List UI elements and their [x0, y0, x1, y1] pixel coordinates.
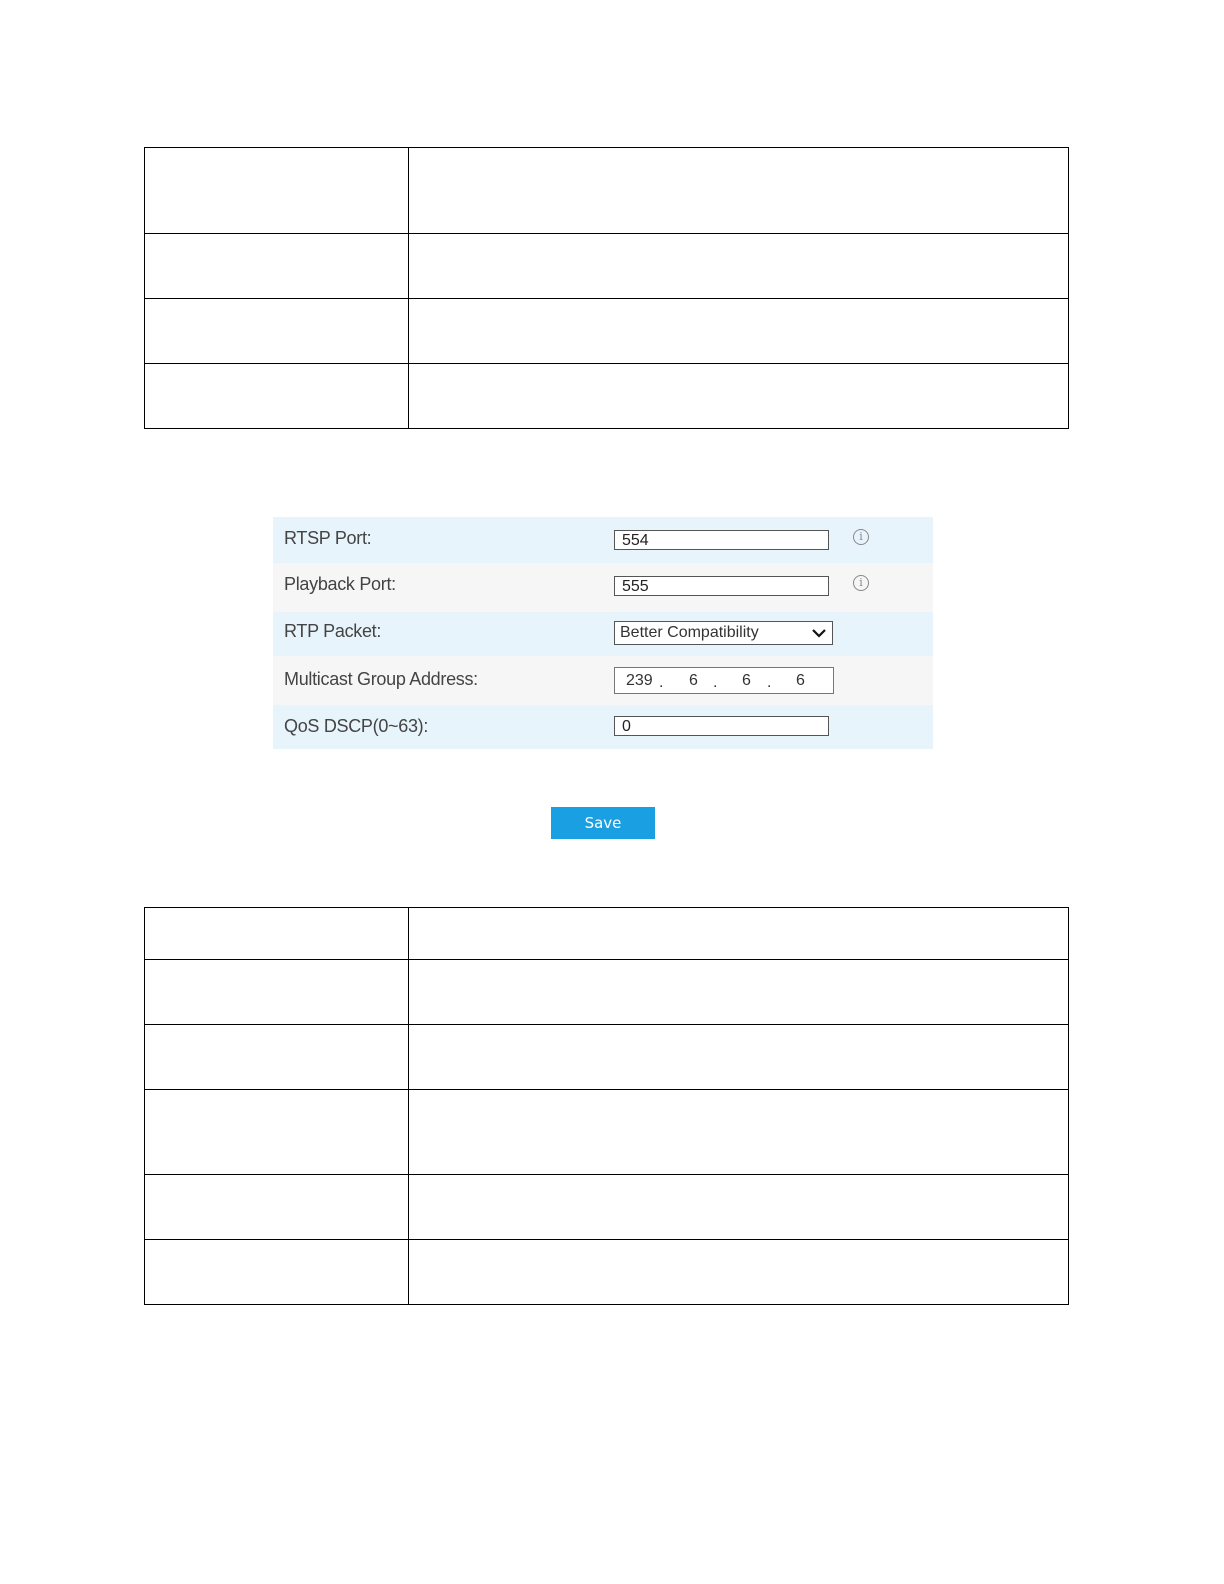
table-row — [145, 148, 1069, 234]
table-row — [145, 1175, 1069, 1240]
table-cell — [145, 1175, 409, 1240]
table-cell — [145, 299, 409, 364]
qos-row — [273, 705, 933, 749]
playback-port-input[interactable]: 555 — [614, 576, 829, 596]
qos-label: QoS DSCP(0~63): — [284, 716, 429, 736]
playback-port-row — [273, 563, 933, 612]
table-row — [145, 1240, 1069, 1305]
rtp-packet-select[interactable] — [614, 621, 833, 645]
rtsp-port-input[interactable]: 554 — [614, 530, 829, 550]
rtsp-port-row — [273, 517, 933, 563]
multicast-row — [273, 656, 933, 705]
qos-input[interactable]: 0 — [614, 716, 829, 736]
info-circle-icon[interactable]: i — [853, 575, 869, 591]
table-cell — [409, 364, 1069, 429]
table-row — [145, 299, 1069, 364]
table-cell — [145, 1090, 409, 1175]
top-table — [144, 147, 1069, 429]
rtp-packet-row — [273, 612, 933, 656]
table-cell — [409, 148, 1069, 234]
table-cell — [145, 1025, 409, 1090]
rtp-packet-label: RTP Packet: — [284, 621, 382, 641]
table-cell — [145, 1240, 409, 1305]
table-row — [145, 364, 1069, 429]
rtp-packet-value: Better Compatibility — [620, 624, 759, 641]
table-cell — [145, 364, 409, 429]
table-cell — [145, 908, 409, 960]
ip-octet-2[interactable]: 6 — [689, 672, 698, 689]
ip-octet-4[interactable]: 6 — [796, 672, 805, 689]
playback-port-label: Playback Port: — [284, 574, 396, 594]
table-cell — [409, 234, 1069, 299]
save-button[interactable]: Save — [551, 807, 655, 839]
table-cell — [409, 1025, 1069, 1090]
table-row — [145, 1025, 1069, 1090]
ip-octet-3[interactable]: 6 — [742, 672, 751, 689]
table-cell — [409, 299, 1069, 364]
table-row — [145, 234, 1069, 299]
table-cell — [145, 148, 409, 234]
chevron-down-icon — [811, 625, 827, 641]
table-row — [145, 1090, 1069, 1175]
table-cell — [409, 908, 1069, 960]
table-cell — [409, 960, 1069, 1025]
table-row — [145, 960, 1069, 1025]
info-circle-icon[interactable]: i — [853, 529, 869, 545]
ip-octet-1[interactable]: 239 — [626, 672, 653, 689]
table-cell — [409, 1090, 1069, 1175]
table-cell — [145, 234, 409, 299]
rtsp-settings-panel — [273, 517, 933, 749]
bottom-table — [144, 907, 1069, 1305]
rtsp-port-label: RTSP Port: — [284, 528, 372, 548]
table-cell — [409, 1175, 1069, 1240]
table-cell — [145, 960, 409, 1025]
multicast-label: Multicast Group Address: — [284, 669, 478, 689]
table-row — [145, 908, 1069, 960]
multicast-address-input[interactable]: 239 . 6 . 6 . 6 — [614, 667, 834, 694]
table-cell — [409, 1240, 1069, 1305]
